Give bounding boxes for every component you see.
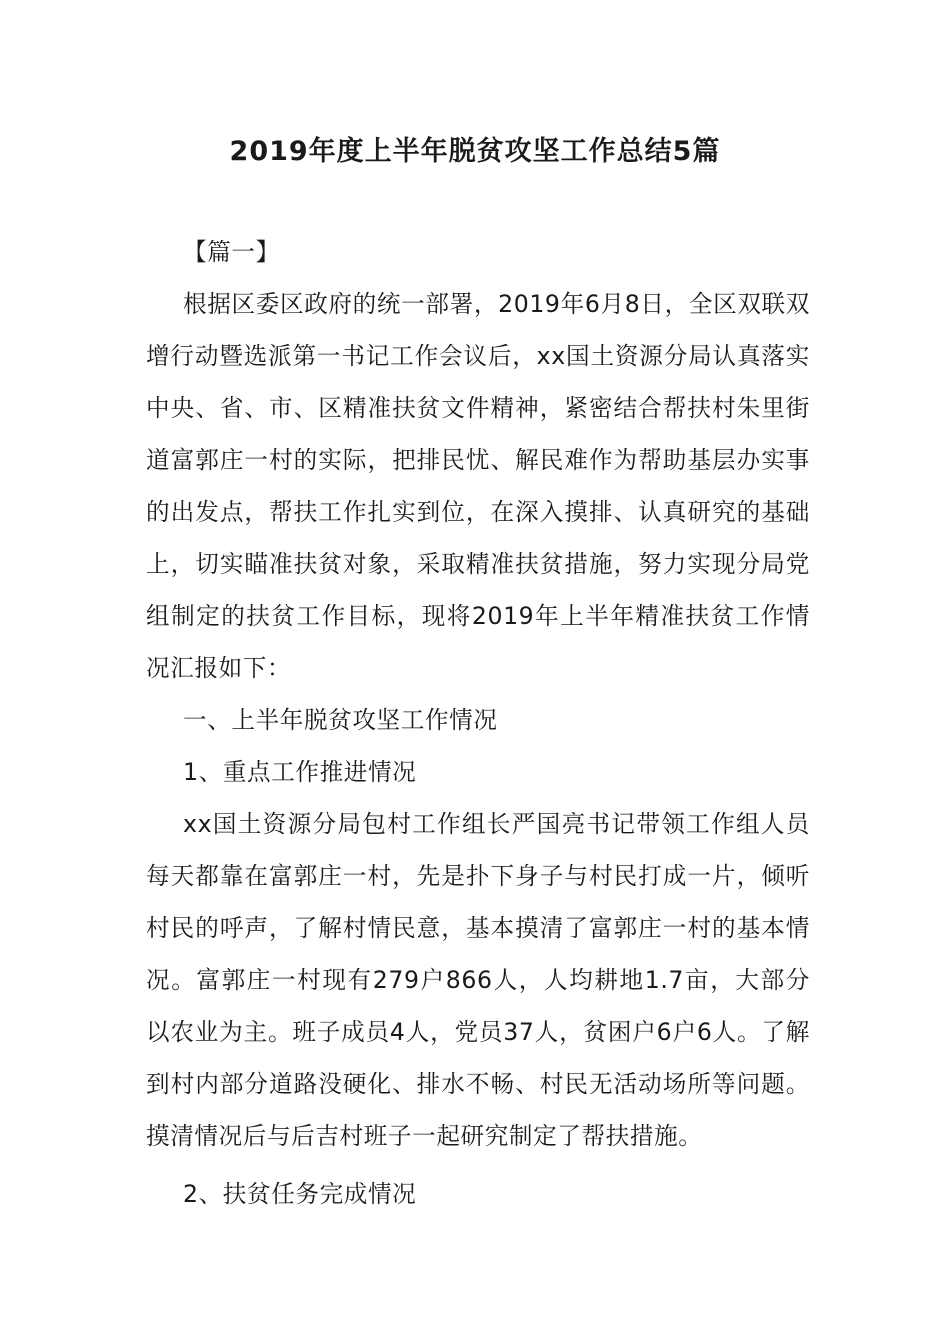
subheading-task-completion: 2、扶贫任务完成情况: [183, 1180, 417, 1208]
document-title: 2019年度上半年脱贫攻坚工作总结5篇: [229, 136, 721, 167]
document-body: [146, 226, 810, 1220]
body-paragraph-key-work: xx国土资源分局包村工作组长严国亮书记带领工作组人员每天都靠在富郭庄一村，先是扑下身子与村民打成一片，倾听村民的呼声，了解村情民意，基本摸清了富郭庄一村的基本情况。富郭庄一村现有279户866人，人均耕地1.7亩，大部分以农业为主。班子成员4人，党员37人，贫困户6户6人。了解到村内部分道路没硬化、排水不畅、村民无活动场所等问题。摸清情况后与后吉村班子一起研究制定了帮扶措施。: [146, 810, 810, 1150]
section-label-part-one: 【篇一】: [183, 238, 280, 266]
subheading-key-work: 1、重点工作推进情况: [183, 758, 417, 786]
section-heading-work-status: 一、上半年脱贫攻坚工作情况: [183, 706, 498, 734]
body-paragraph-intro: 根据区委区政府的统一部署，2019年6月8日，全区双联双增行动暨选派第一书记工作会议后，xx国土资源分局认真落实中央、省、市、区精准扶贫文件精神，紧密结合帮扶村朱里街道富郭庄一村的实际，把排民忧、解民难作为帮助基层办实事的出发点，帮扶工作扎实到位，在深入摸排、认真研究的基础上，切实瞄准扶贫对象，采取精准扶贫措施，努力实现分局党组制定的扶贫工作目标，现将2019年上半年精准扶贫工作情况汇报如下：: [146, 290, 810, 682]
